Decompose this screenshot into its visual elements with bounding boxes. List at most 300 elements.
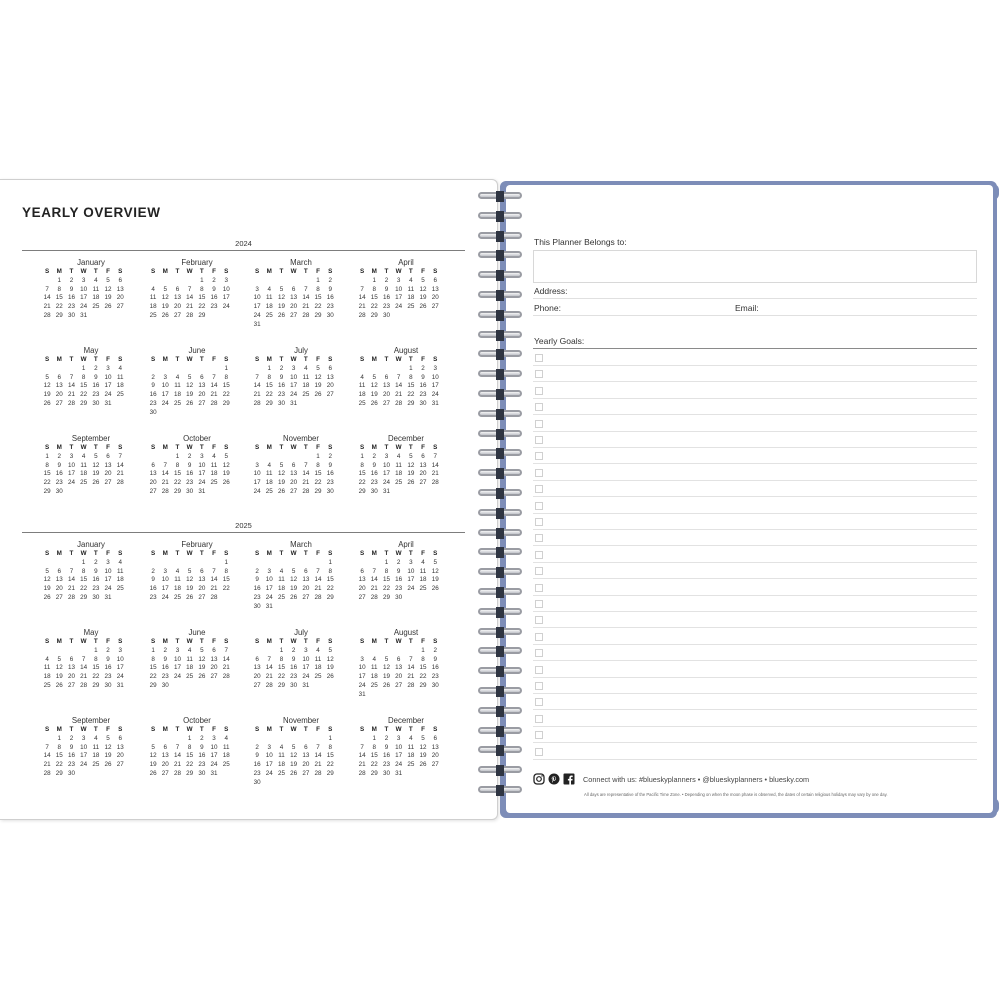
week-row	[356, 462, 456, 471]
day-number	[288, 735, 300, 744]
day-number: 11	[43, 664, 51, 672]
day-number	[300, 277, 312, 286]
day-number	[114, 312, 126, 321]
week-row	[356, 673, 456, 682]
day-number: 20	[116, 752, 124, 760]
coil-gap	[496, 666, 504, 677]
weekday-letter: F	[421, 638, 425, 645]
day-number: 28	[210, 593, 218, 601]
day-number: 10	[395, 285, 403, 293]
day-number: 14	[314, 752, 322, 760]
day-number	[263, 647, 275, 656]
spiral-coil	[475, 745, 525, 756]
weekday-letter: M	[266, 550, 272, 557]
week-row	[356, 761, 456, 770]
day-number	[208, 488, 220, 497]
day-number: 6	[106, 452, 110, 460]
day-number: 6	[304, 567, 308, 575]
week-row	[147, 286, 247, 295]
goal-row[interactable]	[533, 662, 977, 678]
weekday-letter: T	[408, 726, 413, 733]
day-number: 18	[277, 761, 285, 769]
goal-checkbox[interactable]	[535, 633, 543, 641]
coil-gap	[496, 706, 504, 717]
goal-row[interactable]	[533, 498, 977, 514]
coil-gap	[496, 587, 504, 598]
day-number	[220, 312, 232, 321]
weekday-letter: S	[150, 356, 156, 363]
goals-label: Yearly Goals:	[534, 336, 585, 346]
day-number: 6	[57, 373, 62, 381]
day-number: 6	[360, 567, 364, 575]
day-number: 21	[173, 761, 181, 769]
day-number: 13	[116, 743, 124, 751]
day-number: 24	[395, 761, 403, 769]
day-number: 12	[326, 655, 334, 663]
goal-row[interactable]	[533, 530, 977, 546]
day-number: 21	[314, 585, 322, 593]
day-number: 26	[419, 761, 427, 769]
day-number	[147, 365, 159, 374]
day-number: 20	[431, 294, 439, 302]
goal-row[interactable]	[533, 399, 977, 415]
day-number: 27	[116, 761, 124, 769]
day-number: 27	[55, 399, 63, 407]
goal-row[interactable]	[533, 580, 977, 596]
day-number: 5	[421, 734, 425, 742]
goal-checkbox[interactable]	[535, 502, 543, 510]
goal-checkbox[interactable]	[535, 698, 543, 706]
day-number: 12	[104, 285, 112, 293]
month-name: September	[71, 434, 111, 443]
weekday-letter: S	[328, 638, 333, 645]
day-number: 31	[198, 487, 206, 495]
day-number: 11	[395, 461, 402, 469]
day-number: 21	[302, 303, 310, 311]
day-number: 8	[384, 567, 389, 575]
day-number: 29	[43, 487, 51, 495]
goal-checkbox[interactable]	[535, 551, 543, 559]
day-number: 17	[104, 576, 112, 584]
day-number: 7	[45, 743, 49, 751]
day-number: 5	[163, 285, 168, 293]
goal-row[interactable]	[533, 645, 977, 661]
coil-gap	[496, 448, 504, 459]
goal-checkbox[interactable]	[535, 485, 543, 493]
goal-row[interactable]	[533, 612, 977, 628]
day-number: 26	[43, 593, 51, 601]
day-number: 13	[382, 382, 390, 390]
goal-checkbox[interactable]	[535, 420, 543, 428]
goal-checkbox[interactable]	[535, 518, 543, 526]
goal-row[interactable]	[533, 432, 977, 448]
goal-row[interactable]	[533, 563, 977, 579]
weekday-letter: M	[56, 726, 62, 733]
day-number	[196, 365, 208, 374]
day-number: 12	[222, 461, 230, 469]
weekday-letter: S	[44, 444, 50, 451]
weekday-letter: S	[359, 550, 365, 557]
day-number: 15	[419, 664, 427, 672]
day-number: 15	[326, 576, 334, 584]
day-number: 11	[407, 743, 415, 751]
footer-text: Connect with us: #blueskyplanners • @blueskyplanners • bluesky.com	[583, 774, 810, 784]
goal-row[interactable]	[533, 465, 977, 481]
spiral-coil	[475, 547, 525, 558]
day-number: 1	[200, 276, 204, 284]
day-number	[184, 277, 196, 286]
week-row	[356, 594, 456, 603]
day-number: 18	[407, 752, 415, 760]
week-row	[356, 664, 456, 673]
day-number: 30	[161, 681, 169, 689]
spiral-coil	[475, 646, 525, 657]
goal-checkbox[interactable]	[535, 387, 543, 395]
day-number: 19	[43, 391, 51, 399]
day-number: 17	[80, 294, 88, 302]
day-number: 24	[173, 673, 181, 681]
day-number: 16	[277, 382, 285, 390]
day-number: 19	[407, 470, 415, 478]
facebook-icon[interactable]	[563, 773, 575, 785]
day-number	[393, 647, 405, 656]
spiral-coil	[475, 686, 525, 697]
instagram-icon[interactable]	[533, 773, 545, 785]
goal-checkbox[interactable]	[535, 370, 543, 378]
day-number: 19	[326, 664, 334, 672]
week-row	[251, 761, 351, 770]
day-number: 10	[198, 461, 206, 469]
spiral-coil	[475, 528, 525, 539]
goal-checkbox[interactable]	[535, 649, 543, 657]
coil-gap	[496, 211, 504, 222]
spiral-coil	[475, 349, 525, 360]
day-number: 21	[358, 761, 366, 769]
day-number: 17	[116, 664, 124, 672]
weekday-letter: M	[266, 726, 272, 733]
goal-checkbox[interactable]	[535, 600, 543, 608]
goal-checkbox[interactable]	[535, 666, 543, 674]
goal-row[interactable]	[533, 448, 977, 464]
day-number: 24	[161, 399, 169, 407]
day-number: 15	[173, 470, 181, 478]
weekday-letter: T	[199, 268, 204, 275]
day-number: 10	[253, 470, 261, 478]
goal-row[interactable]	[533, 383, 977, 399]
day-number: 15	[186, 752, 194, 760]
spiral-coil	[475, 429, 525, 440]
weekday-letter: T	[93, 726, 98, 733]
day-number: 8	[316, 461, 320, 469]
weekday-letter: F	[421, 268, 425, 275]
day-number: 6	[304, 743, 308, 751]
day-number: 2	[212, 276, 216, 284]
weekday-letter: F	[106, 550, 110, 557]
day-number: 25	[80, 479, 88, 487]
weekday-header	[251, 444, 351, 453]
day-number: 16	[198, 752, 206, 760]
day-number: 20	[302, 761, 310, 769]
day-number: 25	[116, 391, 124, 399]
day-number: 15	[149, 664, 157, 672]
day-number: 8	[279, 655, 284, 663]
day-number: 6	[163, 743, 168, 751]
goal-checkbox[interactable]	[535, 584, 543, 592]
coil-gap	[496, 310, 504, 321]
day-number: 22	[370, 761, 378, 769]
day-number: 5	[279, 461, 284, 469]
weekday-letter: M	[162, 356, 168, 363]
goal-checkbox[interactable]	[535, 715, 543, 723]
day-number: 21	[314, 761, 322, 769]
day-number: 30	[198, 769, 206, 777]
goal-row[interactable]	[533, 711, 977, 727]
day-number: 23	[67, 303, 75, 311]
coil-gap	[496, 468, 504, 479]
day-number: 27	[290, 487, 298, 495]
day-number	[171, 409, 183, 418]
month-calendar	[147, 433, 247, 497]
day-number: 28	[370, 593, 378, 601]
goal-checkbox[interactable]	[535, 748, 543, 756]
goal-row[interactable]	[533, 547, 977, 563]
weekday-letter: T	[303, 268, 308, 275]
weekday-letter: T	[303, 638, 308, 645]
day-number	[263, 779, 275, 788]
day-number: 28	[222, 673, 230, 681]
weekday-letter: M	[162, 550, 168, 557]
week-row	[356, 744, 456, 753]
day-number: 14	[358, 752, 366, 760]
day-number: 14	[253, 382, 261, 390]
month-calendar	[356, 257, 456, 321]
day-number	[251, 277, 263, 286]
weekday-header	[147, 726, 247, 735]
day-number	[324, 603, 336, 612]
weekday-letter: S	[433, 638, 438, 645]
day-number: 4	[316, 646, 320, 654]
weekday-letter: M	[56, 268, 62, 275]
day-number: 16	[92, 382, 100, 390]
day-number: 23	[253, 769, 261, 777]
weekday-letter: F	[212, 726, 216, 733]
day-number: 14	[431, 461, 439, 469]
day-number: 14	[370, 576, 378, 584]
day-number: 17	[210, 752, 218, 760]
day-number: 25	[419, 585, 427, 593]
day-number: 8	[316, 285, 320, 293]
day-number: 10	[265, 752, 273, 760]
day-number: 13	[326, 373, 334, 381]
goal-checkbox[interactable]	[535, 436, 543, 444]
day-number: 9	[421, 373, 425, 381]
day-number: 27	[302, 593, 310, 601]
day-number: 30	[419, 399, 427, 407]
day-number	[263, 559, 275, 568]
day-number: 29	[370, 769, 378, 777]
day-number: 15	[370, 752, 378, 760]
day-number: 7	[175, 743, 180, 751]
week-row	[147, 647, 247, 656]
weekday-letter: M	[266, 356, 272, 363]
week-row	[41, 585, 141, 594]
day-number: 30	[92, 593, 100, 601]
week-row	[41, 479, 141, 488]
day-number: 18	[302, 382, 310, 390]
day-number: 29	[407, 399, 415, 407]
goal-row[interactable]	[533, 678, 977, 694]
day-number: 20	[55, 585, 63, 593]
weekday-header	[41, 550, 141, 559]
weekday-letter: W	[80, 268, 87, 275]
day-number: 1	[175, 452, 180, 460]
day-number: 7	[212, 567, 216, 575]
day-number: 5	[279, 285, 284, 293]
goal-row[interactable]	[533, 727, 977, 743]
day-number: 7	[396, 373, 401, 381]
day-number	[196, 559, 208, 568]
day-number: 21	[43, 303, 51, 311]
day-number: 30	[326, 311, 334, 319]
day-number	[41, 559, 53, 568]
goal-checkbox[interactable]	[535, 567, 543, 575]
day-number	[300, 735, 312, 744]
weekday-header	[251, 356, 351, 365]
day-number: 9	[396, 567, 401, 575]
goal-row[interactable]	[533, 694, 977, 710]
week-row	[251, 312, 351, 321]
day-number: 7	[163, 461, 168, 469]
day-number: 21	[395, 391, 403, 399]
weekday-header	[41, 356, 141, 365]
week-row	[251, 365, 351, 374]
day-number: 24	[382, 479, 390, 487]
day-number: 6	[175, 285, 180, 293]
coil-gap	[496, 646, 504, 657]
day-number: 2	[69, 276, 74, 284]
goal-checkbox[interactable]	[535, 534, 543, 542]
month-name: March	[290, 540, 312, 549]
day-number: 11	[174, 382, 181, 390]
owner-name-field[interactable]	[533, 250, 977, 283]
spiral-coil	[475, 409, 525, 420]
week-row	[356, 303, 456, 312]
weekday-letter: S	[359, 726, 365, 733]
day-number: 28	[358, 311, 366, 319]
spiral-binding	[475, 191, 525, 811]
day-number: 20	[290, 479, 298, 487]
day-number: 25	[395, 479, 403, 487]
day-number: 22	[43, 479, 51, 487]
address-line[interactable]	[533, 298, 977, 299]
pinterest-icon[interactable]	[548, 773, 560, 785]
goal-row[interactable]	[533, 481, 977, 497]
day-number: 7	[224, 646, 228, 654]
day-number: 12	[277, 294, 285, 302]
day-number: 10	[161, 576, 169, 584]
day-number: 17	[104, 382, 112, 390]
day-number	[53, 647, 65, 656]
goal-row[interactable]	[533, 744, 977, 760]
day-number	[275, 735, 287, 744]
day-number: 18	[173, 391, 181, 399]
weekday-header	[251, 638, 351, 647]
goal-row[interactable]	[533, 350, 977, 366]
day-number: 10	[431, 373, 439, 381]
week-row	[147, 576, 247, 585]
day-number: 20	[431, 752, 439, 760]
day-number: 12	[198, 655, 206, 663]
goal-checkbox[interactable]	[535, 403, 543, 411]
day-number: 3	[106, 364, 110, 372]
weekday-letter: W	[290, 268, 297, 275]
week-row	[251, 656, 351, 665]
day-number: 15	[55, 294, 63, 302]
weekday-letter: S	[254, 726, 260, 733]
day-number	[90, 312, 102, 321]
goal-row[interactable]	[533, 416, 977, 432]
day-number	[300, 400, 312, 409]
day-number: 28	[431, 479, 439, 487]
goal-row[interactable]	[533, 629, 977, 645]
goal-checkbox[interactable]	[535, 354, 543, 362]
day-number: 10	[104, 567, 112, 575]
day-number: 17	[222, 294, 230, 302]
goal-checkbox[interactable]	[535, 452, 543, 460]
goal-checkbox[interactable]	[535, 469, 543, 477]
week-row	[41, 761, 141, 770]
goal-checkbox[interactable]	[535, 616, 543, 624]
day-number: 30	[149, 408, 157, 416]
day-number	[41, 735, 53, 744]
day-number: 12	[104, 743, 112, 751]
weekday-header	[147, 638, 247, 647]
day-number: 10	[302, 655, 310, 663]
weekday-letter: T	[303, 356, 308, 363]
goal-row[interactable]	[533, 596, 977, 612]
day-number: 3	[163, 373, 168, 381]
day-number: 27	[67, 681, 75, 689]
day-number: 27	[210, 673, 218, 681]
day-number: 2	[421, 364, 425, 372]
day-number: 17	[67, 470, 75, 478]
spiral-coil	[475, 448, 525, 459]
goal-checkbox[interactable]	[535, 682, 543, 690]
day-number: 8	[81, 373, 86, 381]
goal-checkbox[interactable]	[535, 731, 543, 739]
day-number	[263, 453, 275, 462]
weekday-letter: S	[150, 444, 156, 451]
weekday-letter: T	[69, 638, 74, 645]
weekday-letter: S	[118, 356, 123, 363]
weekday-letter: S	[328, 356, 333, 363]
day-number: 11	[174, 576, 181, 584]
day-number: 19	[314, 382, 322, 390]
weekday-letter: W	[395, 268, 402, 275]
weekday-letter: F	[316, 726, 320, 733]
spiral-coil	[475, 191, 525, 202]
day-number: 28	[358, 769, 366, 777]
day-number: 4	[267, 285, 272, 293]
goal-row[interactable]	[533, 366, 977, 382]
contact-line[interactable]	[533, 315, 977, 316]
day-number: 17	[407, 576, 415, 584]
day-number: 18	[173, 585, 181, 593]
day-number: 8	[57, 743, 62, 751]
day-number: 5	[433, 558, 437, 566]
day-number: 6	[212, 646, 216, 654]
goal-row[interactable]	[533, 514, 977, 530]
